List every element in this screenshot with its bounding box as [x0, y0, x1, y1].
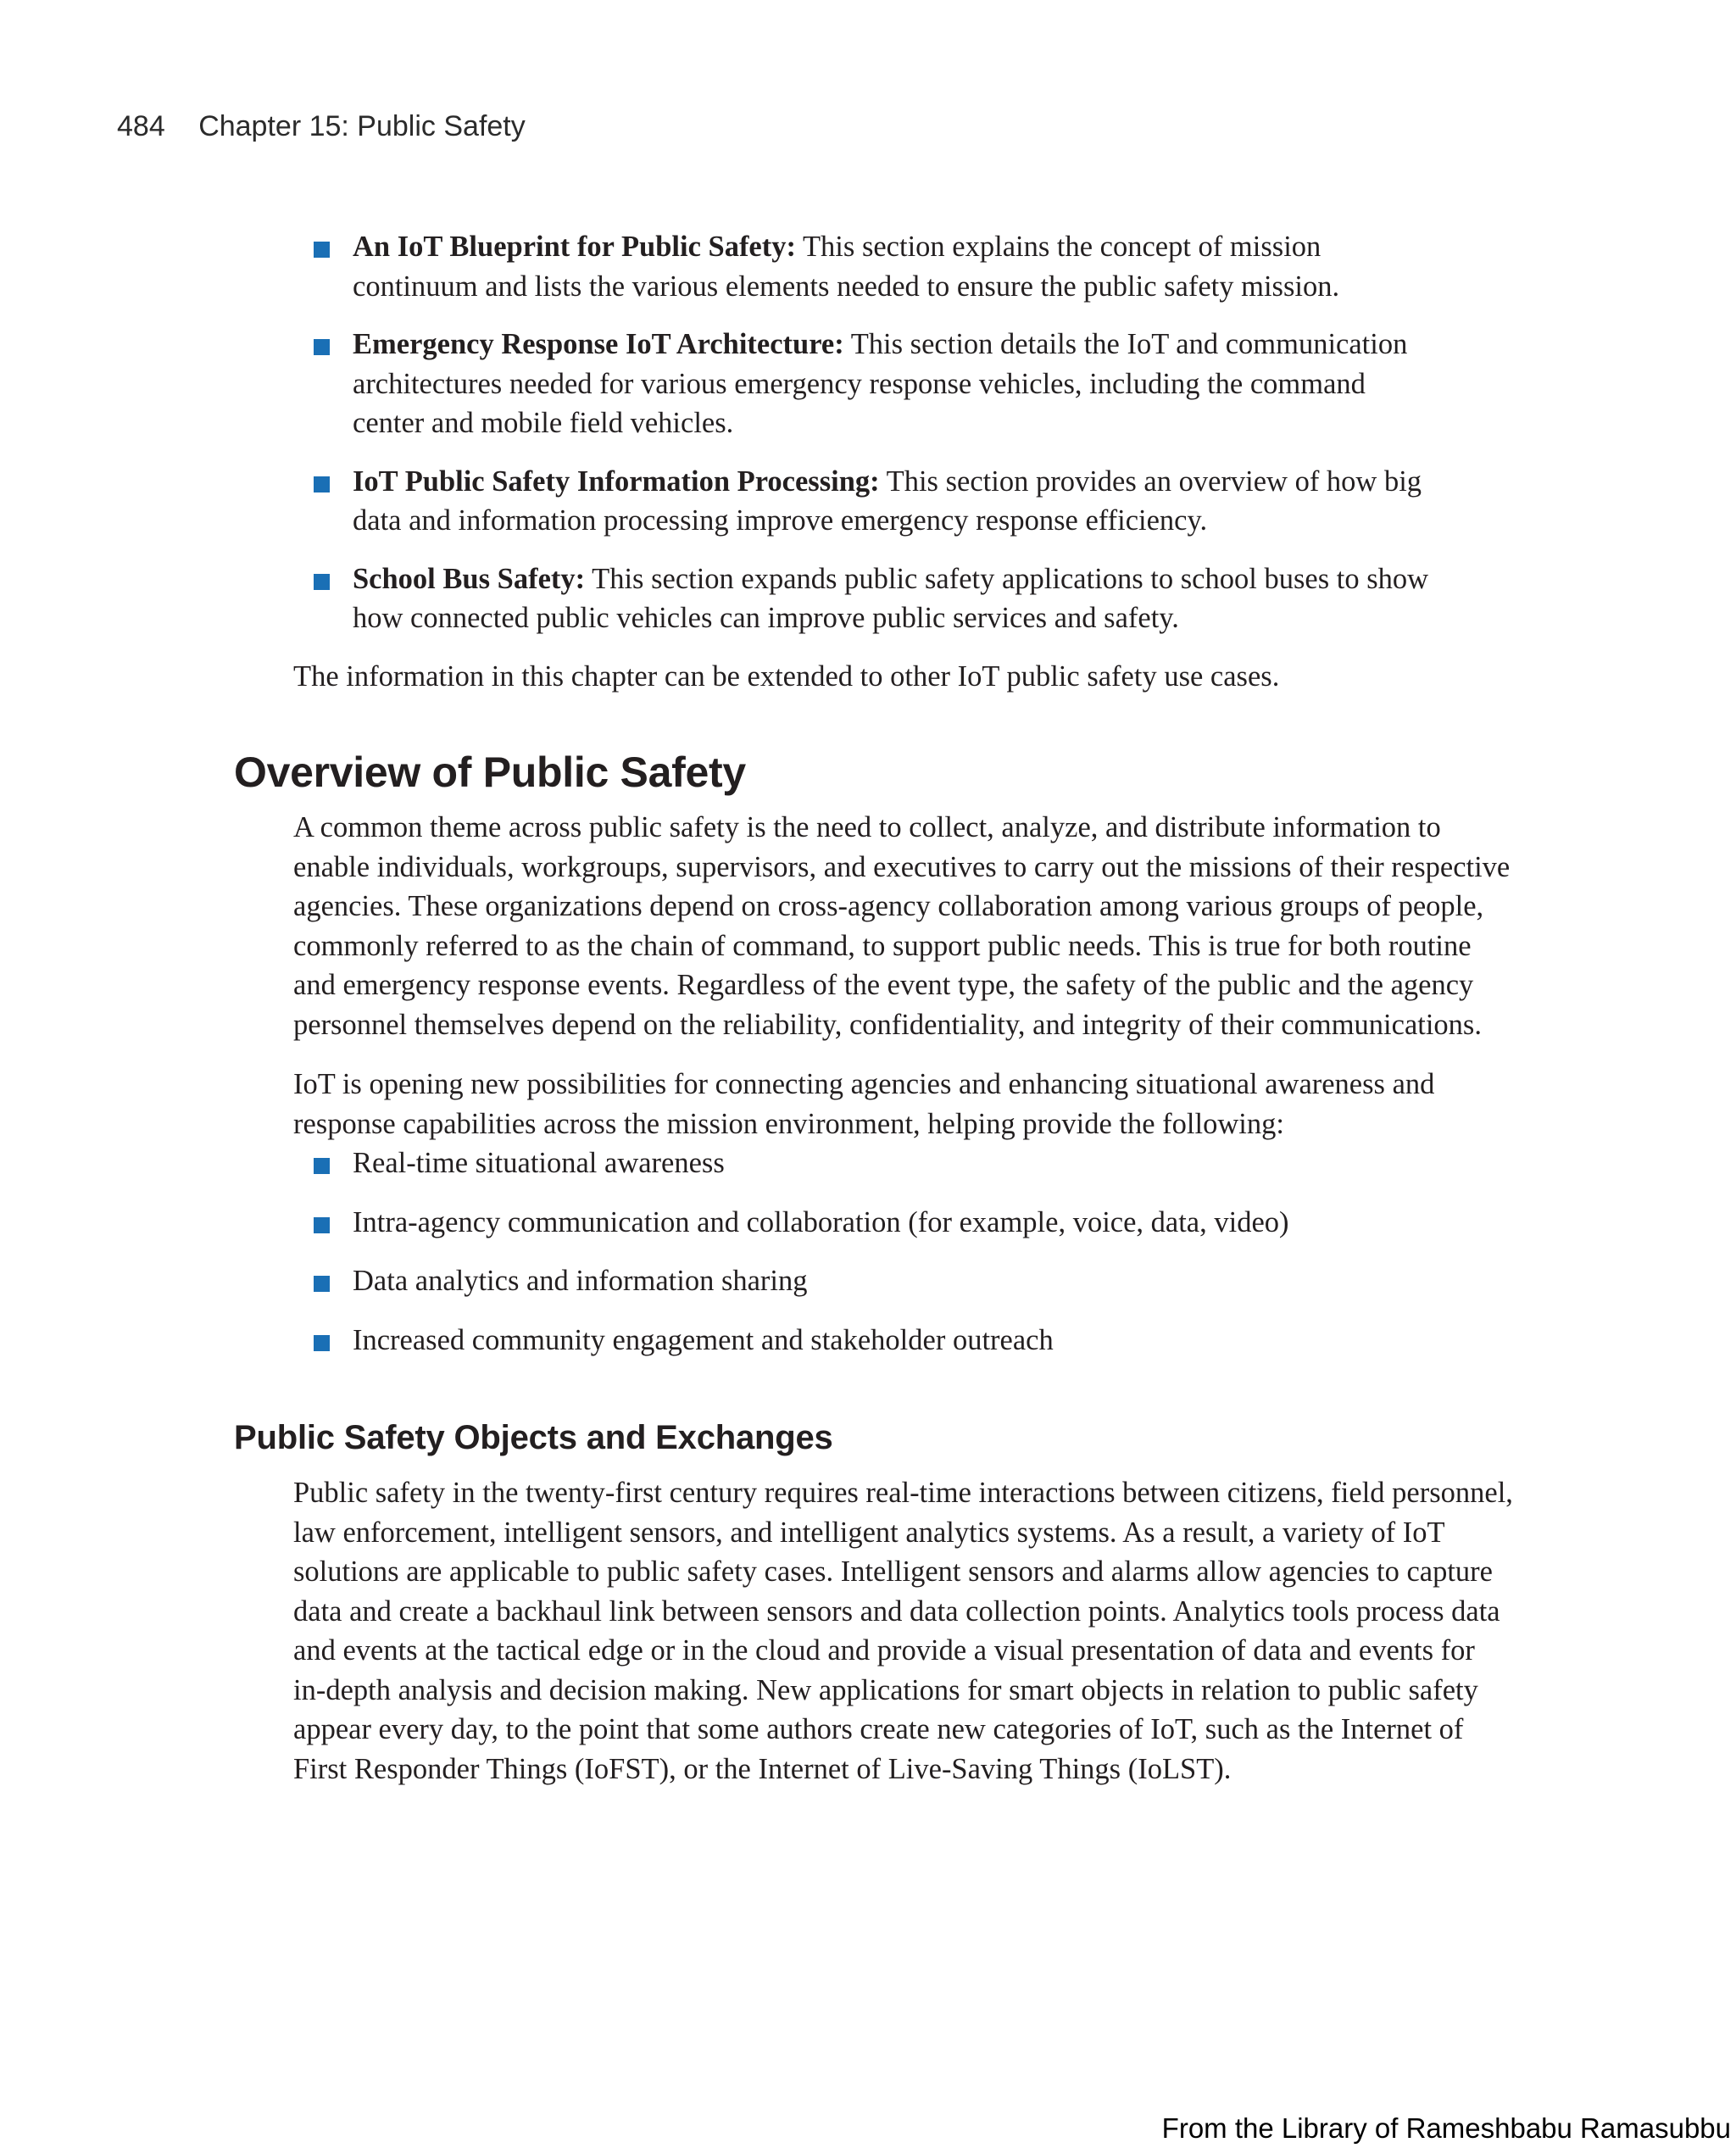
square-bullet-icon [314, 1217, 330, 1233]
list-item-text: This section explains the concept of mission continuum and lists the various elements needed to ensure the public safety mission. [353, 231, 1340, 303]
list-item-term: IoT Public Safety Information Processing: [353, 465, 880, 498]
section-heading-overview: Overview of Public Safety [234, 748, 746, 796]
list-item-text: This section expands public safety applications to school buses to show how connected public vehicles can improve public services and safety. [353, 562, 1429, 634]
list-item-term: An IoT Blueprint for Public Safety: [353, 231, 796, 263]
library-watermark: From the Library of Rameshbabu Ramasubbu [1161, 2112, 1731, 2144]
list-item-text: Increased community engagement and stakeholder outreach [353, 1323, 1054, 1356]
square-bullet-icon [314, 339, 330, 355]
list-item [234, 325, 1438, 443]
list-item-term: School Bus Safety: [353, 562, 586, 595]
overview-paragraph-2: IoT is opening new possibilities for connecting agencies and enhancing situational awareness and response capabilities across the mission environment, helping provide the following: [293, 1068, 1435, 1140]
page-number: 484 [117, 110, 165, 142]
list-item-text: Data analytics and information sharing [353, 1265, 808, 1297]
page-body [234, 227, 1513, 1789]
square-bullet-icon [314, 242, 330, 258]
list-item [234, 227, 1438, 306]
chapter-topics-list [234, 227, 1438, 638]
square-bullet-icon [314, 1276, 330, 1292]
list-item [234, 462, 1438, 541]
chapter-title: Chapter 15: Public Safety [198, 110, 526, 142]
running-header [117, 110, 526, 143]
list-item [234, 1144, 1472, 1183]
square-bullet-icon [314, 476, 330, 492]
list-item-text: This section details the IoT and communication architectures needed for various emergency response vehicles, including the command center and mobile field vehicles. [353, 328, 1408, 439]
capabilities-list [234, 1144, 1472, 1360]
list-item [234, 1261, 1472, 1301]
list-item [234, 1203, 1472, 1243]
square-bullet-icon [314, 574, 330, 590]
square-bullet-icon [314, 1335, 330, 1351]
overview-paragraph-1: A common theme across public safety is the need to collect, analyze, and distribute information to enable individuals, workgroups, supervisors, and executives to carry out the missions of their respective agencies. These organizations depend on cross-agency collaboration among various groups of people, commonly referred to as the chain of command, to support public needs. This is true for both routine and emergency response events. Regardless of the event type, the safety of the public and the agency personnel themselves depend on the reliability, confidentiality, and integrity of their communications. [293, 811, 1511, 1041]
list-item-text: Intra-agency communication and collaboration (for example, voice, data, video) [353, 1205, 1289, 1238]
list-item-text: Real-time situational awareness [353, 1147, 725, 1179]
objects-exchanges-paragraph: Public safety in the twenty-first century requires real-time interactions between citizens, field personnel, law enforcement, intelligent sensors, and intelligent analytics systems. As a result, a variety of IoT solutions are applicable to public safety cases. Intelligent sensors and alarms allow agencies to capture data and create a backhaul link between sensors and data collection points. Analytics tools process data and events at the tactical edge or in the cloud and provide a visual presentation of data and events for in-depth analysis and decision making. New applications for smart objects in relation to public safety appear every day, to the point that some authors create new categories of IoT, such as the Internet of First Responder Things (IoFST), or the Internet of Live-Saving Things (IoLST). [293, 1477, 1513, 1785]
list-item [234, 1321, 1472, 1361]
square-bullet-icon [314, 1158, 330, 1174]
subsection-heading-objects-exchanges: Public Safety Objects and Exchanges [234, 1419, 833, 1456]
closing-paragraph: The information in this chapter can be extended to other IoT public safety use cases. [293, 659, 1280, 693]
list-item [234, 559, 1438, 638]
list-item-text: This section provides an overview of how big data and information processing improve emergency response efficiency. [353, 465, 1422, 537]
list-item-term: Emergency Response IoT Architecture: [353, 328, 844, 360]
